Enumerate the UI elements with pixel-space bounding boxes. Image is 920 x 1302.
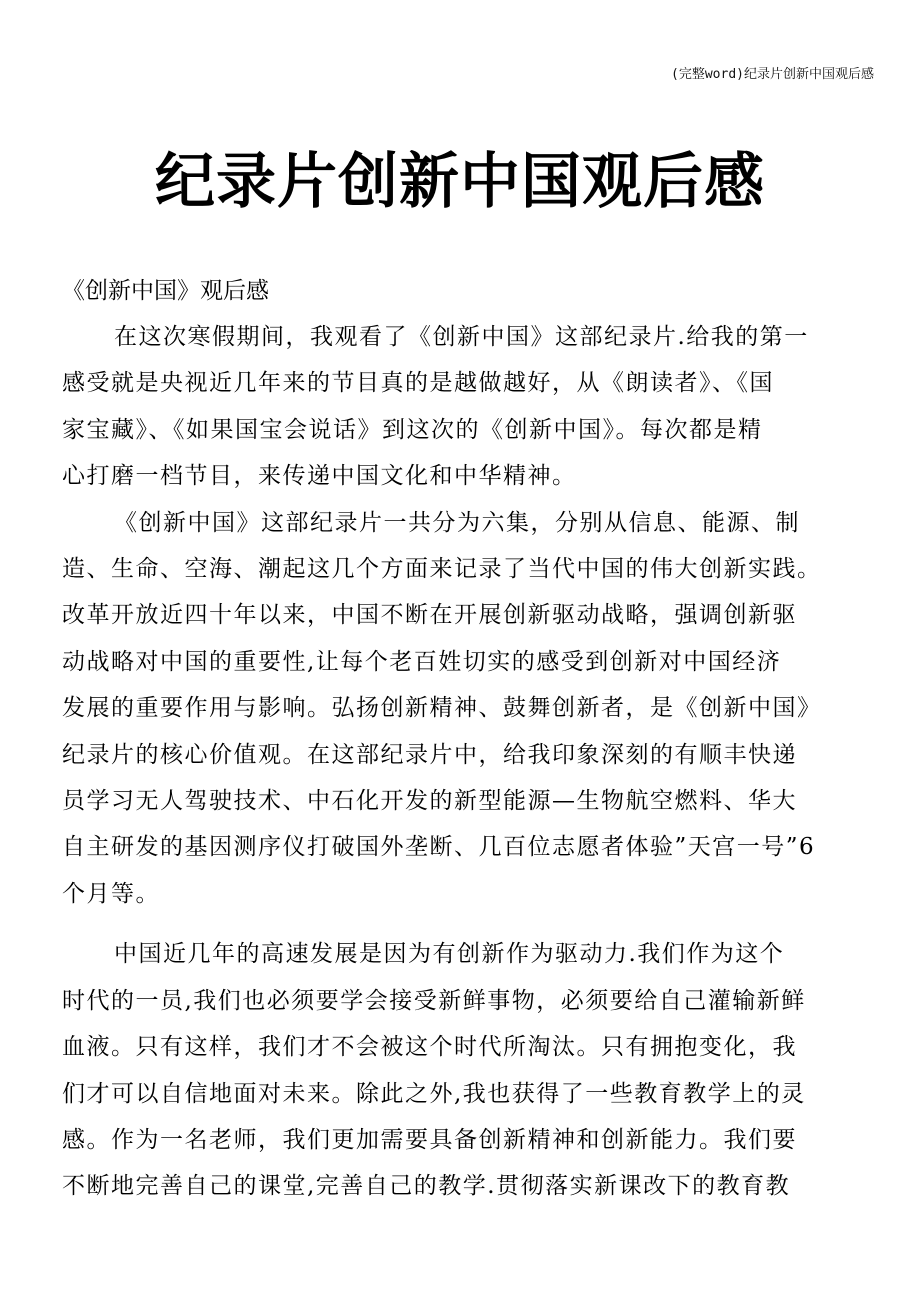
document-title: 纪录片创新中国观后感 — [155, 147, 765, 217]
paragraph-line: 发展的重要作用与影响。弘扬创新精神、鼓舞创新者，是《创新中国》 — [62, 695, 822, 722]
paragraph-line: 动战略对中国的重要性,让每个老百姓切实的感受到创新对中国经济 — [62, 648, 782, 675]
running-header: (完整word)纪录片创新中国观后感 — [671, 67, 874, 82]
paragraph-line: 血液。只有这样，我们才不会被这个时代所淘汰。只有拥抱变化，我 — [62, 1034, 797, 1061]
paragraph-1 — [62, 314, 862, 500]
paragraph-line: 纪录片的核心价值观。在这部纪录片中，给我印象深刻的有顺丰快递 — [62, 741, 797, 768]
paragraph-line: 员学习无人驾驶技术、中石化开发的新型能源—生物航空燃料、华大 — [62, 788, 797, 815]
paragraph-line: 在这次寒假期间，我观看了《创新中国》这部纪录片.给我的第一 — [114, 324, 809, 350]
paragraph-line: 《创新中国》这部纪录片一共分为六集，分别从信息、能源、制 — [114, 509, 800, 536]
paragraph-line: 感受就是央视近几年来的节目真的是越做越好，从《朗读者》、《国 — [62, 370, 774, 397]
paragraph-2 — [62, 500, 862, 918]
paragraph-line: 个月等。 — [62, 880, 160, 907]
paragraph-line: 感。作为一名老师，我们更加需要具备创新精神和创新能力。我们要 — [62, 1126, 797, 1153]
paragraph-line: 家宝藏》、《如果国宝会说话》到这次的《创新中国》。每次都是精 — [62, 416, 763, 443]
paragraph-line: 改革开放近四十年以来，中国不断在开展创新驱动战略，强调创新驱 — [62, 602, 797, 629]
document-body — [62, 268, 862, 1210]
paragraph-line: 们才可以自信地面对未来。除此之外,我也获得了一些教育教学上的灵 — [62, 1080, 806, 1107]
paragraph-line: 时代的一员,我们也必须要学会接受新鲜事物，必须要给自己灌输新鲜 — [62, 987, 806, 1014]
paragraph-line: 心打磨一档节目，来传递中国文化和中华精神。 — [62, 463, 577, 490]
document-subtitle: 《创新中国》观后感 — [62, 278, 269, 304]
paragraph-line: 中国近几年的高速发展是因为有创新作为驱动力.我们作为这个 — [114, 941, 785, 968]
paragraph-line: 造、生命、空海、潮起这几个方面来记录了当代中国的伟大创新实践。 — [62, 556, 822, 583]
paragraph-line: 自主研发的基因测序仪打破国外垄断、几百位志愿者体验”天宫一号”6 — [62, 834, 816, 861]
paragraph-line: 不断地完善自己的课堂,完善自己的教学.贯彻落实新课改下的教育教 — [62, 1173, 791, 1200]
paragraph-3 — [62, 931, 862, 1209]
paragraph-spacer — [62, 917, 862, 931]
